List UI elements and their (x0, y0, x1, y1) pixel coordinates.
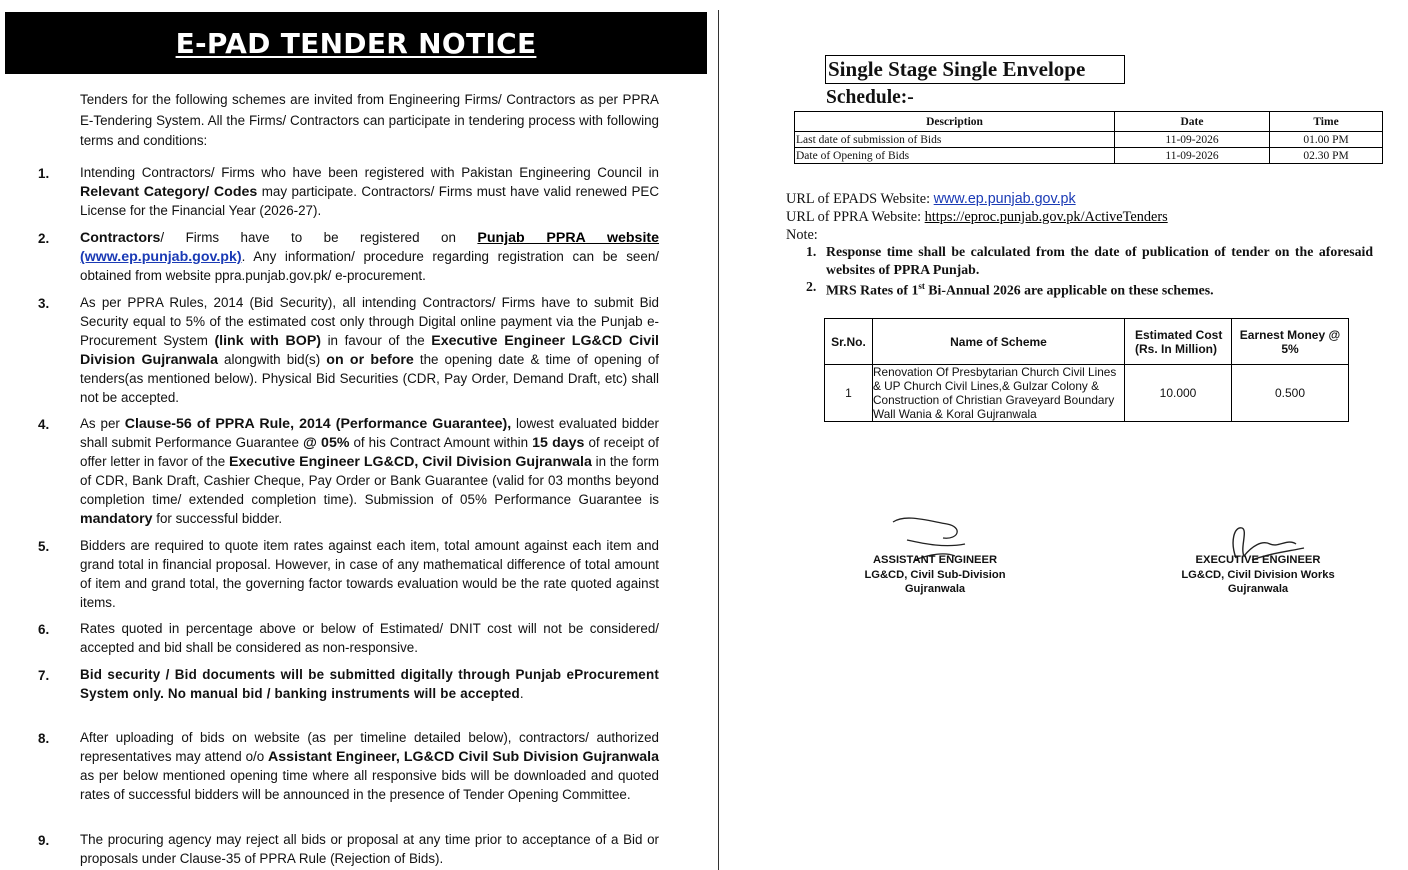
signatory-city: Gujranwala (904, 583, 966, 595)
condition-number: 4. (38, 417, 50, 432)
note-label: Note: (786, 226, 818, 243)
schedule-header-description: Description (795, 112, 1115, 132)
signatory-office: LG&CD, Civil Sub-Division (864, 568, 1006, 581)
ppra-url-line: URL of PPRA Website: https://eproc.punjab.gov.pk/ActiveTenders (786, 208, 1168, 225)
table-row (825, 365, 1349, 422)
column-divider (718, 10, 719, 870)
ppra-url-link[interactable]: https://eproc.punjab.gov.pk/ActiveTenders (924, 208, 1168, 225)
condition-text: Contractors/ Firms have to be registered on Punjab PPRA website (www.ep.punjab.gov.pk). Any information/ procedure regarding registration can be seen/ obtained from website ppra.punjab.gov.pk/ e-procurement. (80, 230, 660, 283)
condition-number: 1. (38, 166, 50, 181)
signatory-office: LG&CD, Civil Division Works (1181, 568, 1335, 581)
schedule-header-date: Date (1115, 112, 1270, 132)
schedule-description: Last date of submission of Bids (795, 132, 1115, 148)
condition-text: As per PPRA Rules, 2014 (Bid Security), all intending Contractors/ Firms have to submit Bid Security equal to 5% of the estimated cost only through Digital online payment via the Punjab e-Procurement System (link with BOP) in favour of the Executive Engineer LG&CD Civil Division Gujranwala alongwith bid(s) on or before the opening date & time of opening of tenders(as mentioned below). Physical Bid Securities (CDR, Pay Order, Demand Draft, etc) shall not be accepted. (80, 295, 659, 405)
stage-title: Single Stage Single Envelope (828, 57, 1086, 81)
ep-punjab-link[interactable]: (www.ep.punjab.gov.pk) (80, 248, 242, 265)
schedule-header-row (795, 112, 1383, 132)
condition-number: 2. (38, 231, 50, 246)
table-row (795, 132, 1383, 148)
condition-number: 3. (38, 296, 50, 311)
epads-url-link[interactable]: www.ep.punjab.gov.pk (933, 191, 1076, 207)
scheme-header-name: Name of Scheme (873, 319, 1125, 365)
schedule-description: Date of Opening of Bids (795, 148, 1115, 164)
notes-list (806, 243, 1373, 299)
scheme-earnest: 0.500 (1232, 365, 1349, 422)
condition-number: 5. (38, 539, 50, 554)
signatory-title: ASSISTANT ENGINEER (872, 554, 998, 566)
epads-url-line: URL of EPADS Website: www.ep.punjab.gov.pk (786, 191, 1076, 207)
scheme-header-row (825, 319, 1349, 365)
condition-text: Bidders are required to quote item rates against each item, total amount against each item and grand total in financial proposal. However, in case of any mathematical difference of total amount of item and grand total, the governing factor towards evaluation would be the rate quoted against items. (80, 538, 659, 610)
schedule-time: 02.30 PM (1270, 148, 1383, 164)
punjab-ppra-link[interactable]: Punjab PPRA website (477, 230, 660, 246)
notice-intro: Tenders for the following schemes are invited from Engineering Firms/ Contractors as per PPRA E-Tendering System. All the Firms/ Contractors can participate in tendering process with following terms and conditions: (80, 92, 659, 149)
condition-number: 6. (38, 622, 50, 637)
condition-number: 7. (38, 668, 50, 683)
schedule-time: 01.00 PM (1270, 132, 1383, 148)
schedule-date: 11-09-2026 (1115, 148, 1270, 164)
scheme-srno: 1 (825, 365, 873, 422)
scheme-header-earnest: Earnest Money @ 5% (1232, 319, 1349, 365)
condition-text: As per Clause-56 of PPRA Rule, 2014 (Performance Guarantee), lowest evaluated bidder shall submit Performance Guarantee @ 05% of his Contract Amount within 15 days of receipt of offer letter in favor of the Executive Engineer LG&CD, Civil Division Gujranwala in the form of CDR, Bank Draft, Cashier Cheque, Pay Order or Bank Guarantee (valid for 03 months beyond completion time/ extended completion time). Submission of 05% Performance Guarantee is mandatory for successful bidder. (80, 416, 660, 527)
schedule-table (794, 111, 1383, 164)
schedule-header-time: Time (1270, 112, 1383, 132)
executive-engineer-signature-block (1168, 553, 1348, 597)
signatory-title: EXECUTIVE ENGINEER (1195, 554, 1321, 566)
scheme-table (824, 318, 1349, 422)
stage-title-box (825, 55, 1125, 84)
condition-text: The procuring agency may reject all bids or proposal at any time prior to acceptance of a Bid or proposals under Clause-35 of PPRA Rule (Rejection of Bids). (80, 832, 659, 866)
condition-number: 9. (38, 833, 50, 848)
condition-text: Intending Contractors/ Firms who have been registered with Pakistan Engineering Council in Relevant Category/ Codes may participate. Contractors/ Firms must have valid renewed PEC License for the Financial Year (2026-27). (80, 165, 659, 218)
signatory-city: Gujranwala (1227, 583, 1289, 595)
condition-number: 8. (38, 731, 50, 746)
scheme-header-srno: Sr.No. (825, 319, 873, 365)
condition-text: After uploading of bids on website (as per timeline detailed below), contractors/ authorized representatives may attend o/o Assistant Engineer, LG&CD Civil Sub Division Gujranwala as per below mentioned opening time where all responsive bids will be downloaded and quoted rates of successful bidders will be announced in the presence of Tender Opening Committee. (80, 730, 659, 802)
schedule-heading: Schedule:- (826, 87, 914, 108)
notice-title-bar (5, 12, 707, 74)
assistant-engineer-signature-block (850, 553, 1020, 597)
note-item-2: 2. MRS Rates of 1st Bi-Annual 2026 are applicable on these schemes. (806, 279, 1214, 298)
condition-text: Rates quoted in percentage above or below of Estimated/ DNIT cost will not be considered/ accepted and bid shall be considered as non-responsive. (80, 621, 659, 655)
table-row (795, 148, 1383, 164)
schedule-date: 11-09-2026 (1115, 132, 1270, 148)
scheme-cost: 10.000 (1125, 365, 1232, 422)
condition-text: Bid security / Bid documents will be submitted digitally through Punjab eProcurement System only. No manual bid / banking instruments will be accepted. (80, 667, 659, 701)
note-item-1: 1. Response time shall be calculated from the date of publication of tender on the aforesaid websites of PPRA Punjab. (806, 244, 1373, 277)
url-section (786, 191, 1386, 244)
scheme-header-cost: Estimated Cost (Rs. In Million) (1125, 319, 1232, 365)
scheme-name: Renovation Of Presbytarian Church Civil Lines & UP Church Civil Lines,& Gulzar Colony & Construction of Christian Graveyard Boundary Wall Wania & Koral Gujranwala (873, 365, 1125, 422)
notice-title: E-PAD TENDER NOTICE (175, 26, 537, 60)
